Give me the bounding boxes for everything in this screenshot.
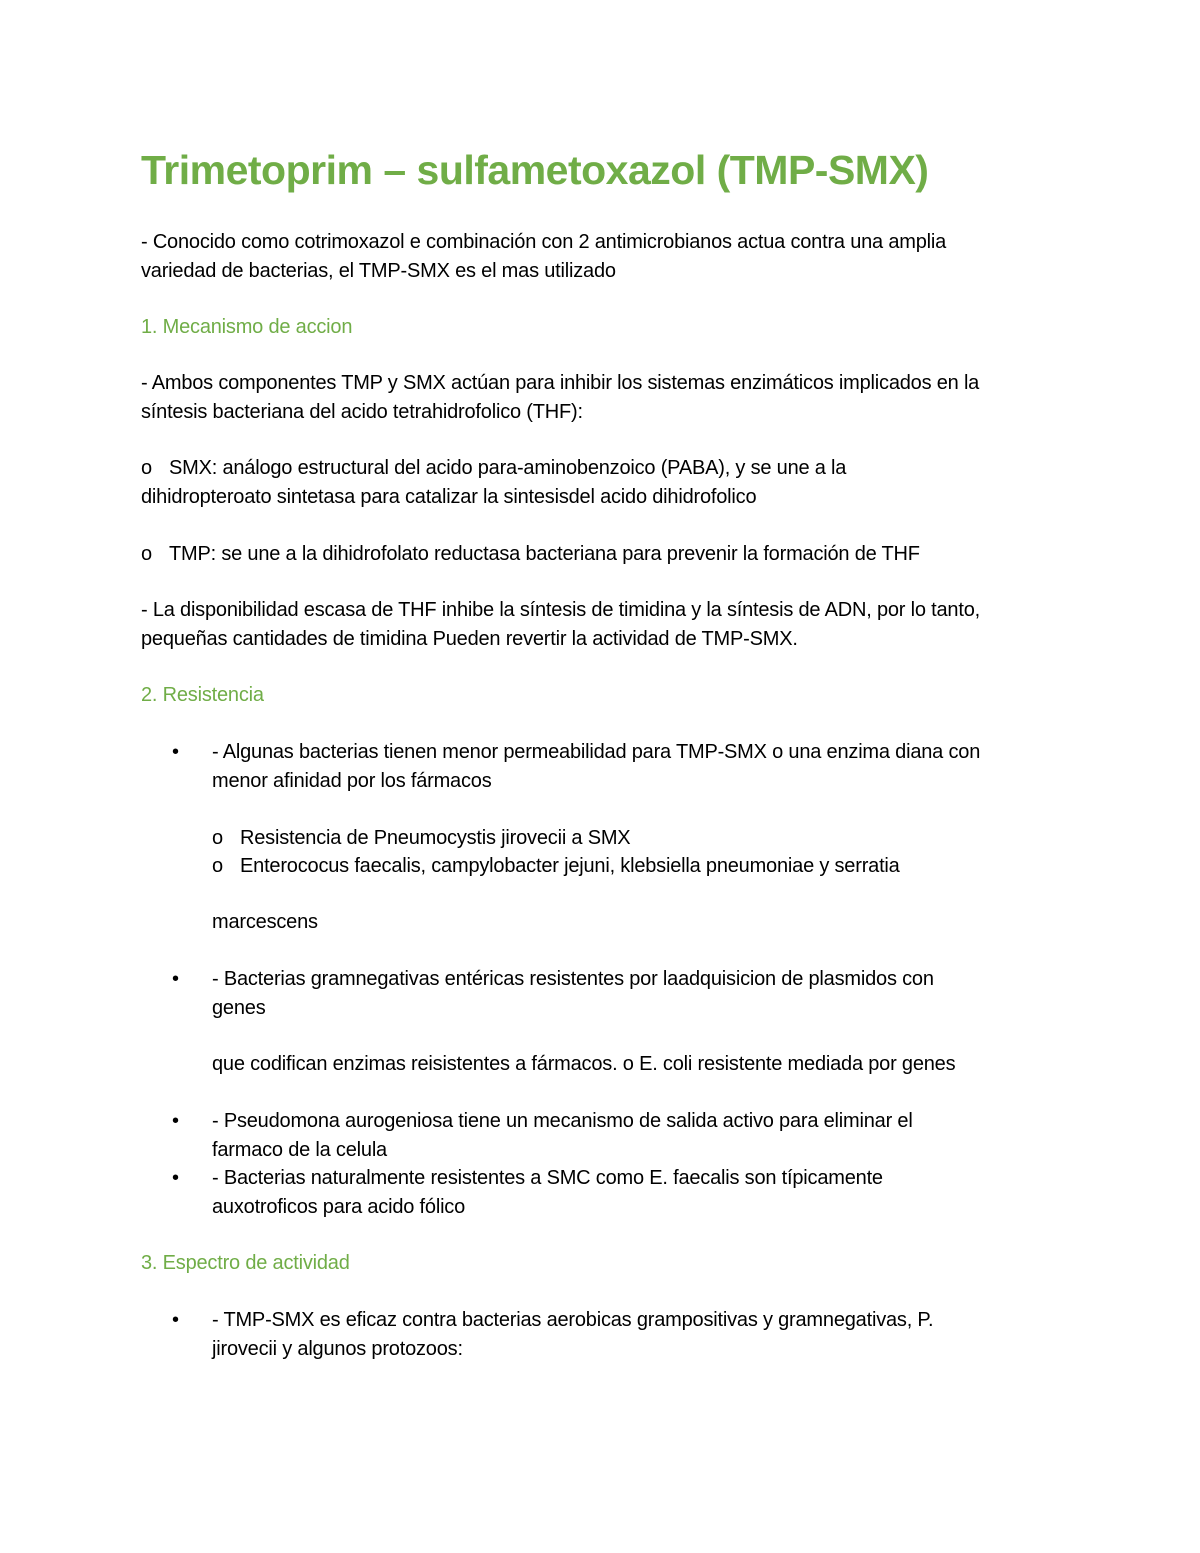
smx-line-1: SMX: análogo estructural del acido para-aminobenzoico (PABA), y se une a la bbox=[169, 457, 847, 479]
bullet-icon: • bbox=[172, 1167, 180, 1189]
circle-bullet-icon: o bbox=[141, 457, 153, 479]
tmp-line: TMP: se une a la dihidrofolato reductasa bacteriana para prevenir la formación de THF bbox=[169, 543, 920, 565]
intro-line-1: - Conocido como cotrimoxazol e combinación con 2 antimicrobianos actua contra una amplia bbox=[141, 231, 947, 253]
circle-bullet-icon: o bbox=[212, 855, 224, 877]
intro-line-2: variedad de bacterias, el TMP-SMX es el mas utilizado bbox=[141, 260, 616, 282]
smx-line-2: dihidropteroato sintetasa para catalizar la sintesisdel acido dihidrofolico bbox=[141, 486, 757, 508]
resistencia-b2-line-1: - Bacterias gramnegativas entéricas resistentes por laadquisicion de plasmidos con bbox=[212, 968, 934, 990]
resistencia-sub-1: Resistencia de Pneumocystis jirovecii a SMX bbox=[240, 827, 631, 849]
heading-mecanismo: 1. Mecanismo de accion bbox=[141, 316, 353, 338]
circle-bullet-icon: o bbox=[212, 827, 224, 849]
resistencia-b4-line-2: auxotroficos para acido fólico bbox=[212, 1196, 466, 1218]
resistencia-b2-cont: que codifican enzimas reisistentes a fármacos. o E. coli resistente mediada por genes bbox=[212, 1053, 956, 1075]
heading-espectro: 3. Espectro de actividad bbox=[141, 1252, 350, 1274]
bullet-icon: • bbox=[172, 968, 180, 990]
resistencia-b1-line-2: menor afinidad por los fármacos bbox=[212, 770, 492, 792]
document-title: Trimetoprim – sulfametoxazol (TMP-SMX) bbox=[141, 147, 929, 193]
resistencia-b2-line-2: genes bbox=[212, 997, 266, 1019]
resistencia-b3-line-1: - Pseudomona aurogeniosa tiene un mecanismo de salida activo para eliminar el bbox=[212, 1110, 913, 1132]
mecanismo-p1-line-1: - Ambos componentes TMP y SMX actúan para inhibir los sistemas enzimáticos implicados en la bbox=[141, 372, 980, 394]
bullet-icon: • bbox=[172, 1309, 180, 1331]
resistencia-b1-line-1: - Algunas bacterias tienen menor permeabilidad para TMP-SMX o una enzima diana con bbox=[212, 741, 981, 763]
resistencia-b4-line-1: - Bacterias naturalmente resistentes a SMC como E. faecalis son típicamente bbox=[212, 1167, 883, 1189]
resistencia-sub-2-cont: marcescens bbox=[212, 911, 318, 933]
mecanismo-p2-line-1: - La disponibilidad escasa de THF inhibe la síntesis de timidina y la síntesis de ADN, por lo tanto, bbox=[141, 599, 980, 621]
bullet-icon: • bbox=[172, 1110, 180, 1132]
circle-bullet-icon: o bbox=[141, 543, 153, 565]
espectro-b1-line-2: jirovecii y algunos protozoos: bbox=[212, 1338, 463, 1360]
espectro-b1-line-1: - TMP-SMX es eficaz contra bacterias aerobicas grampositivas y gramnegativas, P. bbox=[212, 1309, 934, 1331]
mecanismo-p1-line-2: síntesis bacteriana del acido tetrahidrofolico (THF): bbox=[141, 401, 583, 423]
heading-resistencia: 2. Resistencia bbox=[141, 684, 264, 706]
resistencia-sub-2: Enterococus faecalis, campylobacter jejuni, klebsiella pneumoniae y serratia bbox=[240, 855, 900, 877]
mecanismo-p2-line-2: pequeñas cantidades de timidina Pueden revertir la actividad de TMP-SMX. bbox=[141, 628, 798, 650]
bullet-icon: • bbox=[172, 741, 180, 763]
resistencia-b3-line-2: farmaco de la celula bbox=[212, 1139, 387, 1161]
